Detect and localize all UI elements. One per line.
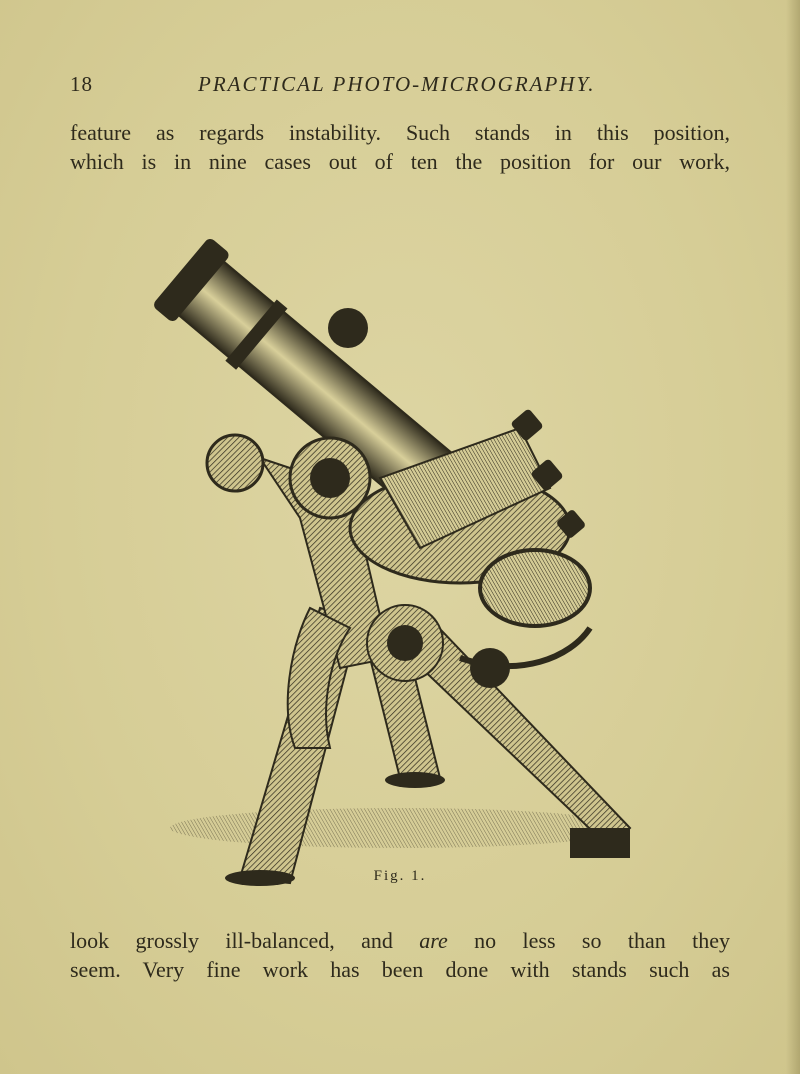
figure-caption: Fig. 1. — [373, 868, 427, 884]
running-head — [70, 72, 720, 102]
running-head-title: PRACTICAL PHOTO-MICROGRAPHY. — [198, 72, 596, 96]
text-line-3 — [70, 926, 730, 955]
text-line-3-end: no less so than they — [447, 928, 730, 953]
page-edge-shadow — [786, 0, 800, 1074]
text-line-3-italic: are — [419, 928, 448, 953]
text-line-4: seem. Very fine work has been done with stands such as — [70, 957, 730, 982]
text-line-1: feature as regards instability. Such stands in this position, — [70, 120, 730, 145]
page-number: 18 — [70, 72, 93, 96]
microscope-illustration — [120, 188, 640, 888]
text-line-3-start: look grossly ill-balanced, and — [70, 928, 420, 953]
text-line-2: which is in nine cases out of ten the position for our work, — [70, 149, 730, 174]
